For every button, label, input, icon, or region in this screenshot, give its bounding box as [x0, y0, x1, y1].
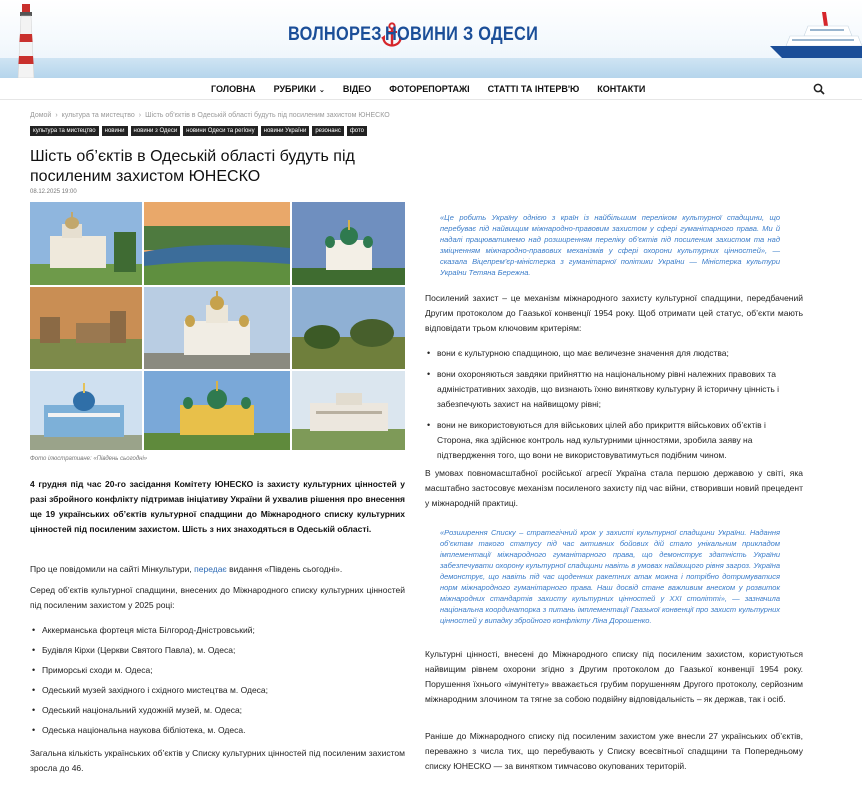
- aggression-paragraph: В умовах повномасштабної російської агресії Україна стала першою державою у світі, яка масштабно застосовує механізм посиленого захисту під час війни, створивши новий прецедент у міжнародній практиці.: [425, 468, 803, 508]
- tag-culture[interactable]: культура та мистецтво: [30, 126, 99, 136]
- previous-paragraph: Раніше до Міжнародного списку під посиленим захистом уже внесли 27 українських об’єктів, переважно з числа тих, що перебувають у Списку всесвітньої спадщини та Попередньому списку ЮНЕСКО — за винятком тимчасово окупованих територій.: [425, 731, 803, 771]
- list-item: • вони охороняються завдяки прийняттю на національному рівні належних правових та адміністративних заходів, що визнають їхню виняткову культурну й історичну цінність і забезпечують захист на найвищому рівні;: [425, 367, 803, 412]
- photo-tile-yellow-church: [144, 371, 290, 450]
- nav-item-categories[interactable]: [274, 84, 325, 94]
- list-item: • вони є культурною спадщиною, що має величезне значення для людства;: [425, 346, 803, 361]
- tag-ukraine-news[interactable]: новини України: [261, 126, 310, 136]
- photo-tile-church: [30, 202, 142, 285]
- logo-text-right: НОВИНИ З ОДЕСИ: [385, 24, 539, 45]
- article-title: Шість об’єктів в Одеській області будуть під посиленим захистом ЮНЕСКО: [30, 148, 355, 185]
- breadcrumb-separator: ›: [138, 112, 142, 119]
- source-link[interactable]: передає: [194, 564, 227, 574]
- list-item: • Одеська національна наукова бібліотека, м. Одеса.: [30, 723, 405, 738]
- mechanism-paragraph: Посилений захист – це механізм міжнародного захисту культурної спадщини, передбачений Другим протоколом до Гаазької конвенції 1954 року. Щоб отримати цей статус, об’єкти мають відповідати трьом ключовим критеріям:: [425, 293, 803, 333]
- heritage-list: [30, 623, 405, 738]
- list-item: • Аккерманська фортеця міста Білгород-Дністровський;: [30, 623, 405, 638]
- immunity-paragraph: Культурні цінності, внесені до Міжнародного списку під посиленим захистом, користуються найвищим рівнем охорони згідно з Другим протоколом до Гаазької конвенції 1954 року. Порушення їхнього «імунітету» вважається грубим порушенням Другого протоколу, серйозним міжнародним злочином та тягне за собою подвійну відповідальність – як держав, так і осіб.: [425, 649, 803, 704]
- photo-tile-cathedral: [292, 202, 405, 285]
- quote-minister: «Це робить Україну однією з країн із найбільшим переліком культурної спадщини, що перебуває під найвищим міжнародно-правовим захистом у сфері гуманітарного права. Ми й надалі працюватимемо над розширенням переліку об’єктів під посиленим захистом та над зміцненням міжнародно-правових механізмів у сфері охорони культурних цінностей», — сказала Віцепрем’єр-міністерка з гуманітарної політики України — Міністерка культури України Тетяна Бережна.: [440, 213, 780, 277]
- photo-caption: Фото ілюстративне: «Південь сьогодні»: [30, 456, 148, 462]
- tag-photo[interactable]: фото: [347, 126, 367, 136]
- list-intro: Серед об’єктів культурної спадщини, внесених до Міжнародного списку культурних цінностей під посиленим захистом у 2025 році:: [30, 585, 405, 610]
- source-paragraph: [30, 562, 405, 577]
- breadcrumb-category[interactable]: культура та мистецтво: [61, 112, 135, 119]
- tag-odesa-news[interactable]: новини з Одеси: [131, 126, 181, 136]
- list-item: • Одеський національний художній музей, м. Одеса;: [30, 703, 405, 718]
- tag-news[interactable]: новини: [102, 126, 128, 136]
- site-logo[interactable]: [288, 20, 563, 50]
- total-paragraph: Загальна кількість українських об’єктів у Списку культурних цінностей під посиленим захистом зросла до 46.: [30, 748, 405, 773]
- lighthouse-icon: [8, 0, 44, 78]
- nav-item-articles[interactable]: СТАТТІ ТА ІНТЕРВ'Ю: [487, 84, 580, 94]
- list-item: • Будівля Кірхи (Церкви Святого Павла), м. Одеса;: [30, 643, 405, 658]
- photo-collage[interactable]: [30, 202, 405, 450]
- breadcrumb-separator: ›: [55, 112, 58, 119]
- breadcrumb: [30, 112, 390, 119]
- logo-text-left: ВОЛНОРЕЗ: [288, 24, 382, 45]
- photo-tile-landscape: [292, 287, 405, 369]
- tag-resonance[interactable]: резонанс: [312, 126, 344, 136]
- photo-tile-fortress: [30, 287, 142, 369]
- source-text-before: Про це повідомили на сайті Мінкультури,: [30, 564, 195, 574]
- criteria-list: [425, 346, 803, 463]
- photo-tile-river: [144, 202, 290, 285]
- search-icon[interactable]: [813, 83, 825, 95]
- list-item: • Одеський музей західного і східного мистецтва м. Одеса;: [30, 683, 405, 698]
- nav-item-contacts[interactable]: КОНТАКТИ: [597, 84, 646, 94]
- article-date: 08.12.2025 19:00: [30, 189, 77, 195]
- main-navigation: [0, 78, 862, 100]
- breadcrumb-home[interactable]: Домой: [30, 112, 52, 119]
- tag-region-news[interactable]: новини Одеси та регіону: [183, 126, 257, 136]
- header-banner: [0, 0, 862, 78]
- list-item: • вони не використовуються для військових цілей або прикриття військових об’єктів і Сторона, яка здійснює контроль над культурними цінностями, зробила заяву на підтвердження того, що вони не використовуватимуться подібним чином.: [425, 418, 803, 463]
- list-item: • Приморські сходи м. Одеса;: [30, 663, 405, 678]
- breadcrumb-current: Шість об'єктів в Одеській області будуть під посиленим захистом ЮНЕСКО: [145, 112, 390, 119]
- photo-tile-palace: [292, 371, 405, 450]
- sea-strip: [0, 58, 862, 78]
- ship-icon: [752, 6, 862, 68]
- nav-item-video[interactable]: ВІДЕО: [342, 84, 372, 94]
- tag-list: [30, 126, 367, 136]
- nav-item-photo-reports[interactable]: ФОТОРЕПОРТАЖІ: [389, 84, 470, 94]
- article-lead: 4 грудня під час 20-го засідання Комітету ЮНЕСКО із захисту культурних цінностей у разі збройного конфлікту підтримав ініціативу України й ухвалив рішення про внесення ще 19 українських об’єктів культурної спадщини до Міжнародного списку культурних цінностей під посиленим захистом. Шість з них знаходяться в Одеській області.: [30, 479, 405, 534]
- source-text-after: видання «Південь сьогодні».: [226, 564, 343, 574]
- nav-item-home[interactable]: ГОЛОВНА: [211, 84, 256, 94]
- photo-tile-blue-church: [30, 371, 142, 450]
- nav-item-categories-label: РУБРИКИ: [273, 84, 316, 94]
- quote-coordinator: «Розширення Списку – стратегічний крок у захисті культурної спадщини України. Надання об’єктам такого статусу під час активних бойових дій стало унікальним прикладом імплементації міжнародного гуманітарного права, що демонструє здатність України забезпечувати охорону культурної спадщини навіть в умовах найвищого рівня загроз. Україна демонструє, що навіть під час щоденних ракетних атак можна і потрібно дотримуватися норм міжнародного гуманітарного права. Наш досвід стане важливим внеском у розвиток міжнародних стандартів захисту культурних цінностей у XXI столітті», — зазначила національна координаторка з питань імплементації Гаазької конвенції про захист культурних цінностей у випадку збройного конфлікту Ліна Дорошенко.: [440, 528, 780, 625]
- chevron-down-icon: ⌄: [318, 87, 325, 94]
- photo-tile-monastery: [144, 287, 290, 369]
- nav-menu: [211, 78, 663, 100]
